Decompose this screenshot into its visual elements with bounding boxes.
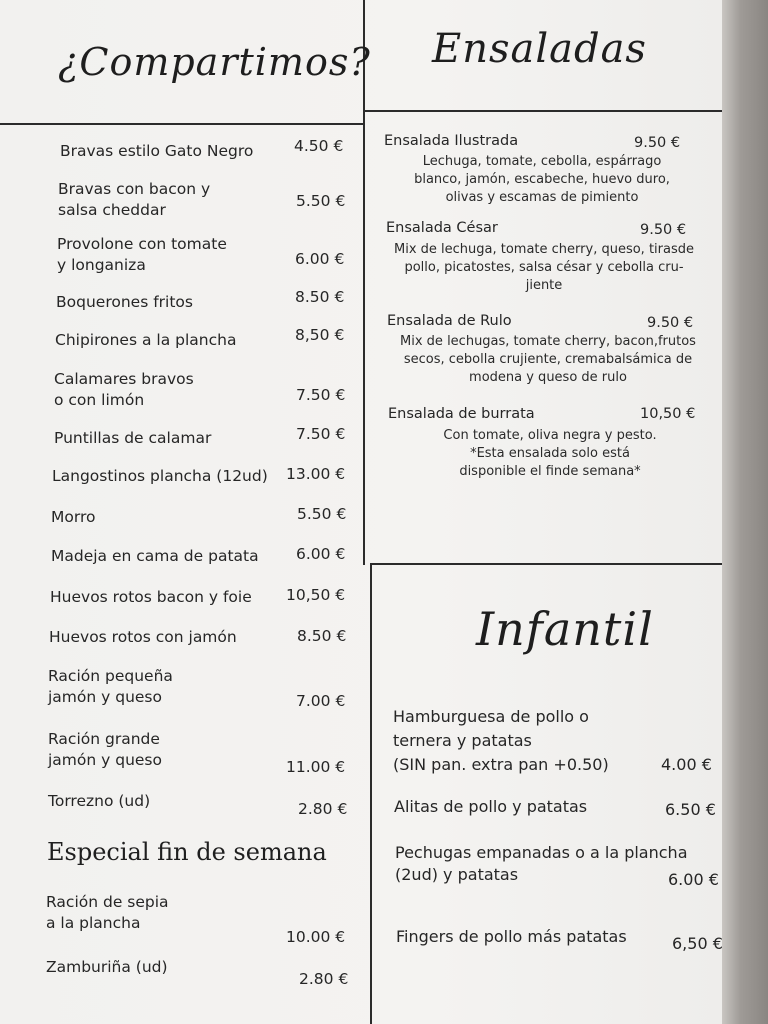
salad-description: [392, 333, 704, 387]
item-price: 5.50 €: [297, 505, 347, 523]
salad-name: Ensalada de burrata: [388, 406, 535, 422]
item-price: 4.50 €: [294, 137, 344, 155]
item-name: [58, 179, 210, 221]
salad-description: [392, 153, 692, 207]
salad-name: Ensalada de Rulo: [387, 313, 512, 329]
item-name: [57, 234, 227, 276]
salad-description: [405, 427, 695, 481]
salad-name: Ensalada César: [386, 220, 498, 236]
item-name: Madeja en cama de patata: [51, 547, 259, 565]
desc-text: Mix de lechugas, tomate cherry, bacon,frutos secos, cebolla crujiente, cremabalsámica de modena y queso de rulo: [400, 334, 696, 385]
item-line: Pechugas empanadas o a la plancha (2ud) y patatas: [395, 843, 688, 884]
kids-item-name: Fingers de pollo más patatas: [396, 927, 627, 946]
item-name: Torrezno (ud): [48, 792, 151, 810]
item-price: 11.00 €: [286, 758, 346, 776]
infantil-title: Infantil: [476, 602, 654, 656]
item-name: Puntillas de calamar: [54, 429, 212, 447]
item-name: Boquerones fritos: [56, 293, 193, 311]
special-item-price: 2.80 €: [299, 970, 349, 988]
item-price: 8.50 €: [297, 627, 347, 645]
item-name: Bravas estilo Gato Negro: [60, 142, 254, 160]
item-line: Calamares bravos o con limón: [54, 370, 194, 409]
item-name: Huevos rotos bacon y foie: [50, 588, 252, 606]
salad-description: [388, 241, 700, 295]
item-price: 8,50 €: [295, 326, 345, 344]
kids-item-price: 6.00 €: [668, 870, 719, 889]
item-line: Bravas con bacon y salsa cheddar: [58, 180, 211, 219]
item-line: Ración pequeña jamón y queso: [48, 667, 173, 706]
item-price: 6.00 €: [296, 545, 346, 563]
salad-price: 9.50 €: [640, 222, 687, 238]
special-title: Especial fin de semana: [47, 838, 327, 866]
item-price: 6.00 €: [295, 250, 345, 268]
item-name: [48, 666, 173, 708]
item-line: Provolone con tomate y longaniza: [57, 235, 227, 274]
left-header-rule: [0, 123, 364, 125]
kids-item-price: 6.50 €: [665, 800, 716, 819]
kids-item-price: 4.00 €: [661, 755, 712, 774]
salad-price: 10,50 €: [640, 406, 696, 422]
kids-item-name: Alitas de pollo y patatas: [394, 797, 588, 816]
item-price: 10,50 €: [286, 586, 346, 604]
center-divider-bottom: [370, 565, 372, 1024]
item-name: [48, 729, 162, 771]
kids-item-price: 6,50 €: [672, 934, 723, 953]
item-name: Langostinos plancha (12ud): [52, 467, 268, 485]
item-name: Chipirones a la plancha: [55, 331, 237, 349]
item-price: 5.50 €: [296, 192, 346, 210]
salad-price: 9.50 €: [634, 135, 681, 151]
item-name: Huevos rotos con jamón: [49, 628, 237, 646]
special-item-name: Zamburiña (ud): [46, 958, 168, 976]
item-price: 7.50 €: [296, 425, 346, 443]
special-item-name: [46, 892, 169, 934]
item-price: 8.50 €: [295, 288, 345, 306]
ensaladas-title: Ensaladas: [432, 26, 647, 72]
item-name: Morro: [51, 508, 96, 526]
desc-text: Mix de lechuga, tomate cherry, queso, tirasde pollo, picatostes, salsa césar y cebolla cru- jiente: [394, 242, 694, 293]
center-divider-top: [363, 0, 365, 565]
item-price: 13.00 €: [286, 465, 346, 483]
compartimos-title: ¿Compartimos?: [58, 40, 371, 84]
item-price: 7.50 €: [296, 386, 346, 404]
item-line: Hamburguesa de pollo o ternera y patatas (SIN pan. extra pan +0.50): [393, 707, 609, 774]
item-price: 2.80 €: [298, 800, 348, 818]
kids-item-name: [393, 705, 609, 777]
item-name: [54, 369, 194, 411]
desc-text: Con tomate, oliva negra y pesto. *Esta ensalada solo está disponible el finde semana*: [443, 428, 657, 479]
item-line: Ración de sepia a la plancha: [46, 893, 169, 932]
kids-item-name: [395, 842, 688, 886]
item-price: 7.00 €: [296, 692, 346, 710]
infantil-divider: [370, 563, 722, 565]
special-item-price: 10.00 €: [286, 928, 346, 946]
page-edge: [722, 0, 768, 1024]
salad-name: Ensalada Ilustrada: [384, 133, 519, 149]
salad-price: 9.50 €: [647, 315, 694, 331]
item-line: Ración grande jamón y queso: [48, 730, 162, 769]
desc-text: Lechuga, tomate, cebolla, espárrago blanco, jamón, escabeche, huevo duro, olivas y escamas de pimiento: [414, 154, 670, 205]
right-header-rule: [364, 110, 722, 112]
